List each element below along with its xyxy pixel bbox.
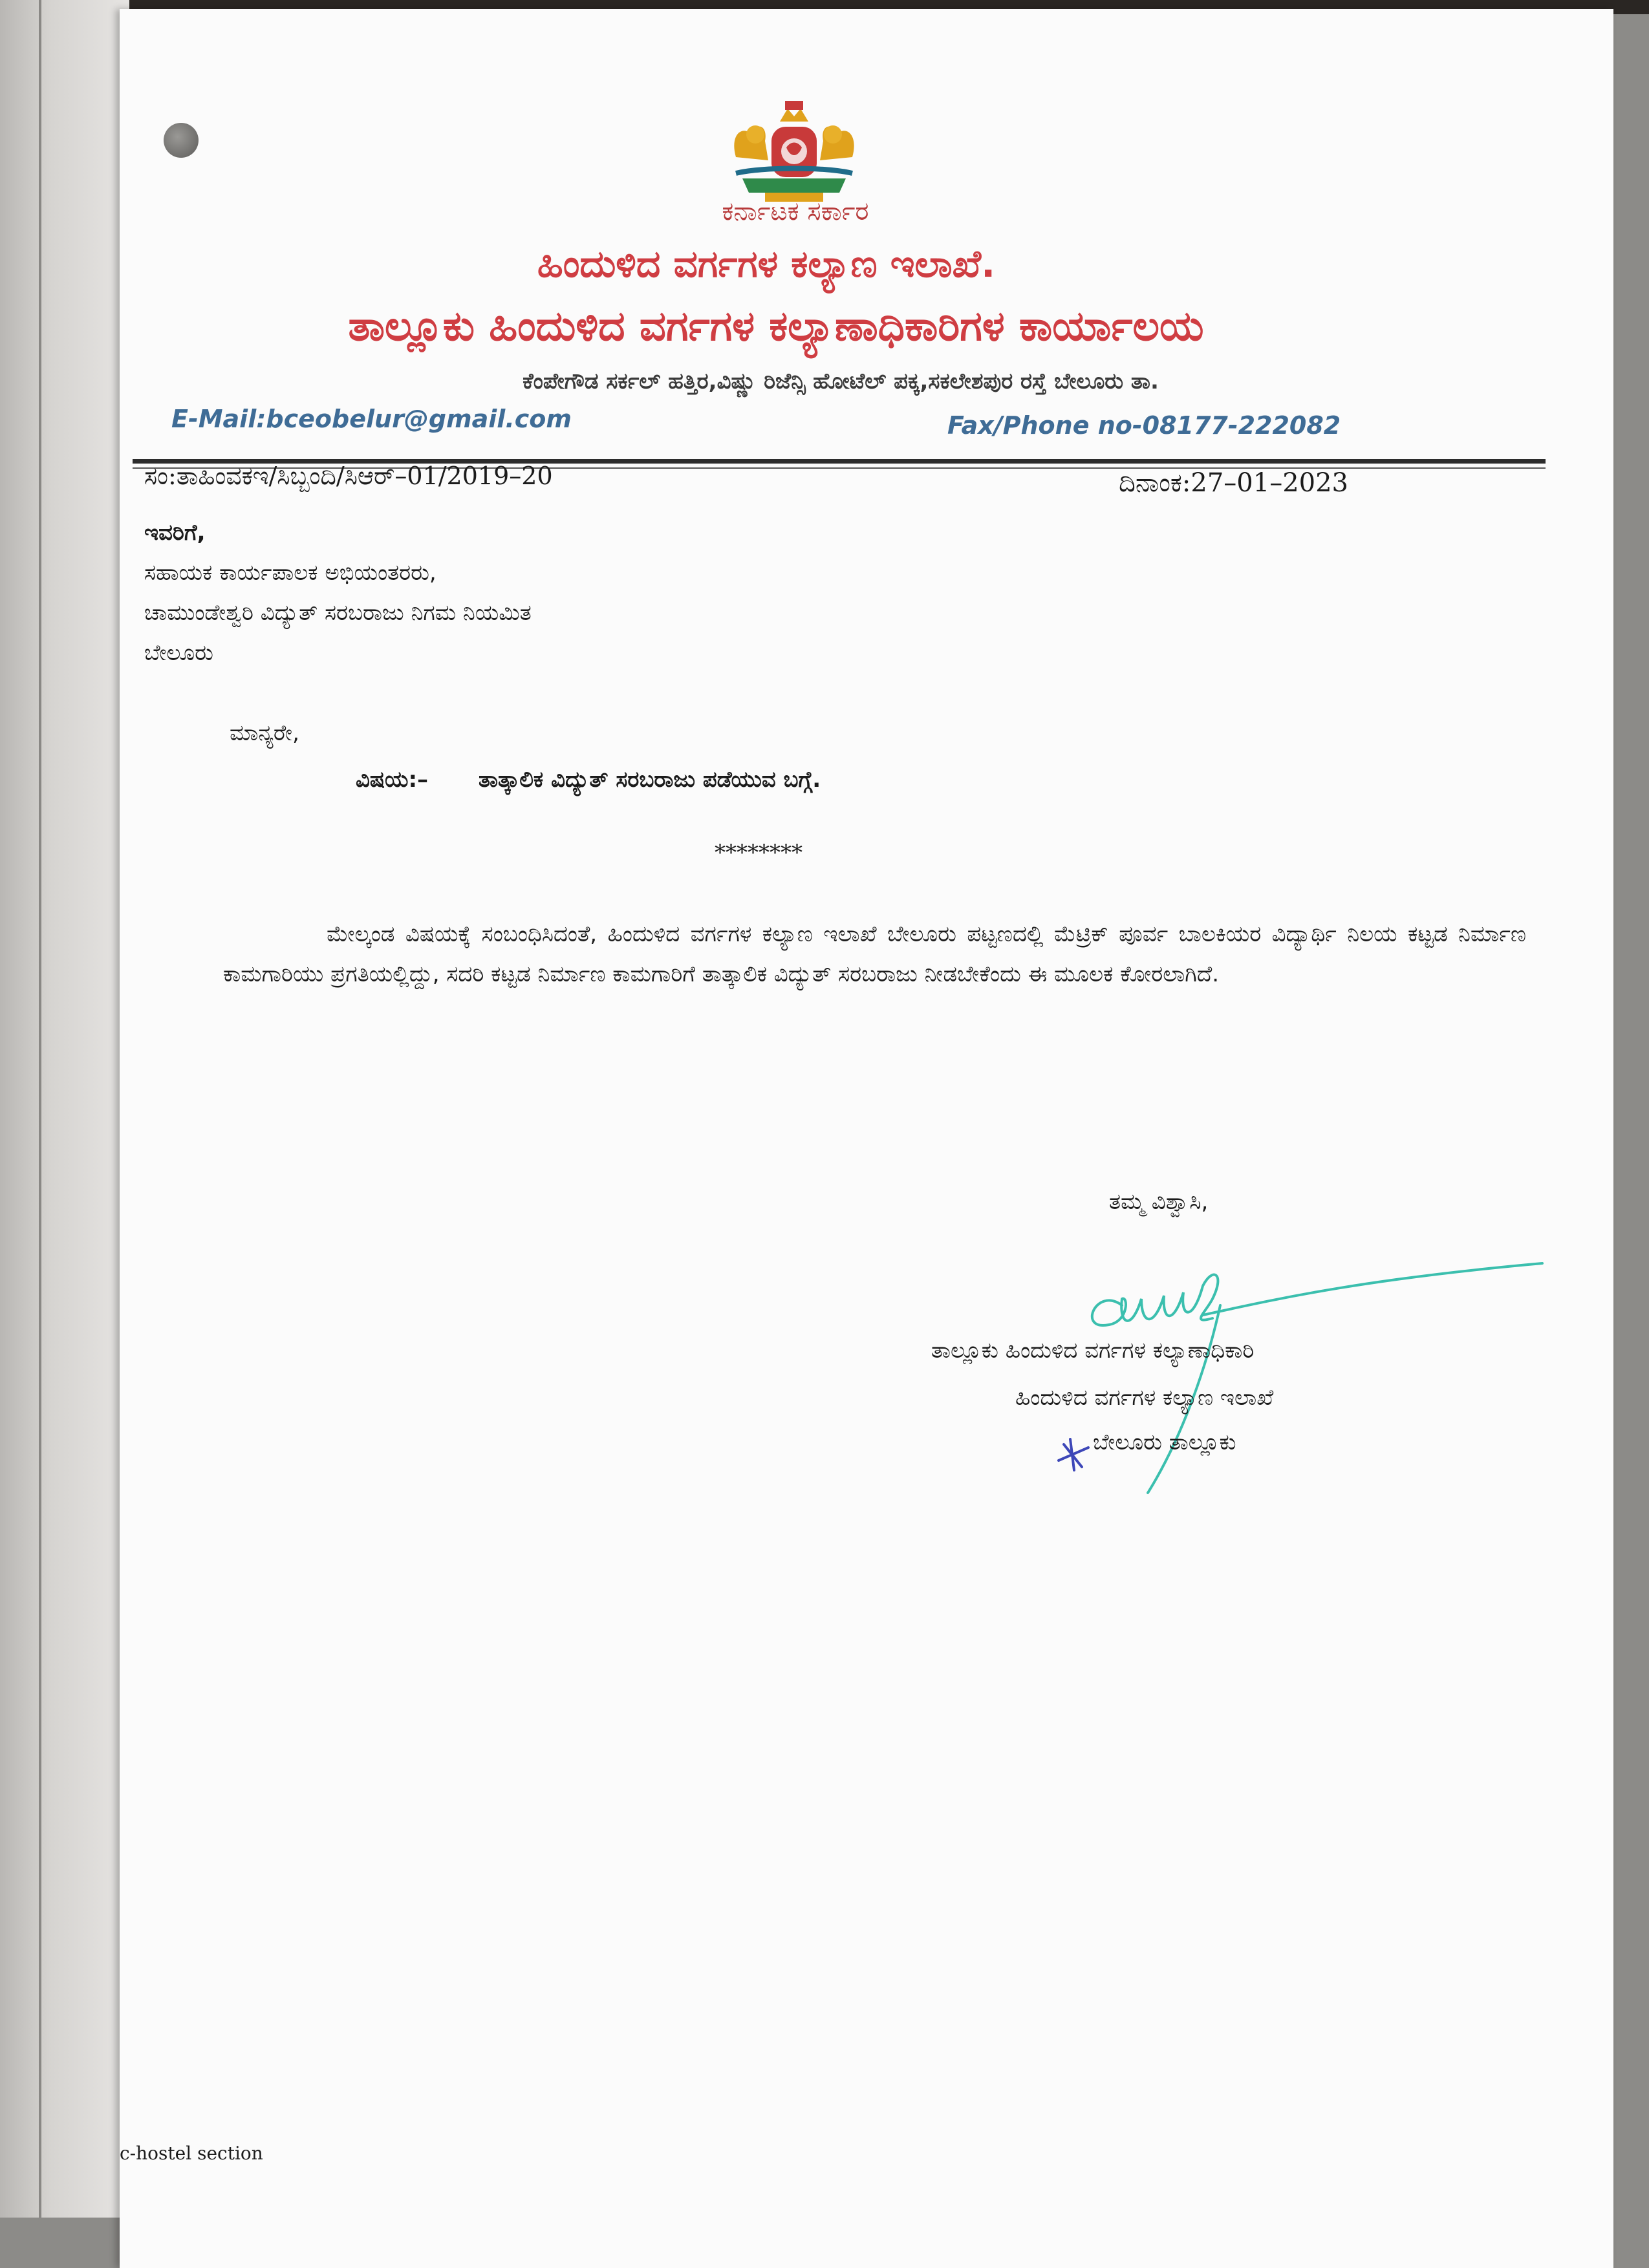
reference-number: ಸಂ:ತಾಹಿಂವಕಇ/ಸಿಬ್ಬಂದಿ/ಸಿಆರ್–01/2019–20 [144, 462, 553, 490]
department-name: ಹಿಂದುಳಿದ ವರ್ಗಗಳ ಕಲ್ಯಾಣ ಇಲಾಖೆ. [537, 242, 996, 286]
signatory-department: ಹಿಂದುಳಿದ ವರ್ಗಗಳ ಕಲ್ಯಾಣ ಇಲಾಖೆ [1015, 1385, 1274, 1411]
recipient-line-1: ಸಹಾಯಕ ಕಾರ್ಯಪಾಲಕ ಅಭಿಯಂತರರು, [144, 560, 436, 586]
office-name: ತಾಲ್ಲೂಕು ಹಿಂದುಳಿದ ವರ್ಗಗಳ ಕಲ್ಯಾಣಾಧಿಕಾರಿಗಳ ಕಾರ್ಯಾಲಯ [348, 303, 1204, 350]
punch-hole [164, 123, 199, 158]
separator: ******** [715, 840, 803, 866]
signatory-taluk: ಬೇಲೂರು ತಾಲ್ಲೂಕು [1093, 1429, 1236, 1455]
recipient-line-2: ಚಾಮುಂಡೇಶ್ವರಿ ವಿದ್ಯುತ್ ಸರಬರಾಜು ನಿಗಮ ನಿಯಮಿತ [144, 600, 532, 626]
underlying-sheet [0, 0, 129, 2218]
letter-page [120, 9, 1613, 2268]
subject-label: ವಿಷಯ:– [356, 767, 429, 793]
government-name: ಕರ್ನಾಟಕ ಸರ್ಕಾರ [722, 197, 869, 226]
office-fax-phone: Fax/Phone no-08177-222082 [947, 411, 1341, 440]
office-email: E-Mail:bceobelur@gmail.com [171, 405, 572, 433]
footer-note: c-hostel section [120, 2143, 263, 2164]
state-emblem-icon [697, 96, 891, 206]
recipient-line-3: ಬೇಲೂರು [144, 640, 213, 666]
recipient-to: ಇವರಿಗೆ, [144, 520, 206, 546]
salutation: ಮಾನ್ಯರೇ, [230, 720, 299, 746]
body-paragraph: ಮೇಲ್ಕಂಡ ವಿಷಯಕ್ಕೆ ಸಂಬಂಧಿಸಿದಂತೆ, ಹಿಂದುಳಿದ ವರ್ಗಗಳ ಕಲ್ಯಾಣ ಇಲಾಖೆ ಬೇಲೂರು ಪಟ್ಟಣದಲ್ಲಿ ಮೆಟ್ರಿಕ್ ಪೂರ್ವ ಬಾಲಕಿಯರ ವಿದ್ಯಾರ್ಥಿ ನಿಲಯ ಕಟ್ಟಡ ನಿರ್ಮಾಣ ಕಾಮಗಾರಿಯು ಪ್ರಗತಿಯಲ್ಲಿದ್ದು, ಸದರಿ ಕಟ್ಟಡ ನಿರ್ಮಾಣ ಕಾಮಗಾರಿಗೆ ತಾತ್ಕಾಲಿಕ ವಿದ್ಯುತ್ ಸರಬರಾಜು ನೀಡಬೇಕೆಂದು ಈ ಮೂಲಕ ಕೋರಲಾಗಿದೆ. [223, 921, 1526, 987]
subject-text: ತಾತ್ಕಾಲಿಕ ವಿದ್ಯುತ್ ಸರಬರಾಜು ಪಡೆಯುವ ಬಗ್ಗೆ. [479, 767, 821, 793]
letter-date: ದಿನಾಂಕ:27–01–2023 [1119, 468, 1348, 498]
office-address: ಕೆಂಪೇಗೌಡ ಸರ್ಕಲ್ ಹತ್ತಿರ,ವಿಷ್ಣು ರಿಜೆನ್ಸಿ ಹೋಟೆಲ್ ಪಕ್ಕ,ಸಕಲೇಶಪುರ ರಸ್ತೆ ಬೇಲೂರು ತಾ. [523, 369, 1159, 394]
ink-initial-icon [1051, 1431, 1096, 1477]
closing: ತಮ್ಮ ವಿಶ್ವಾಸಿ, [1109, 1189, 1209, 1215]
signatory-title: ತಾಲ್ಲೂಕು ಹಿಂದುಳಿದ ವರ್ಗಗಳ ಕಲ್ಯಾಣಾಧಿಕಾರಿ [931, 1338, 1255, 1364]
